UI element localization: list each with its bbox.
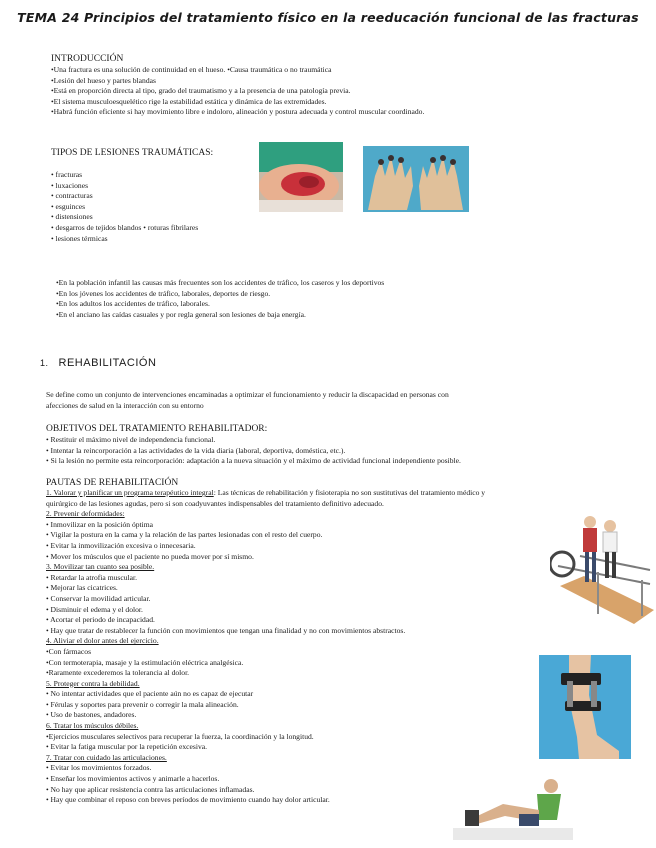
pauta-item: • Uso de bastones, andadores. bbox=[46, 710, 137, 720]
pauta-item: • Mover los músculos que el paciente no pueda mover por sí mismo. bbox=[46, 551, 254, 561]
intro-line: •El sistema musculoesquelético rige la estabilidad estática y dinámica de las extremidades. bbox=[51, 96, 327, 106]
causas-text bbox=[56, 278, 384, 320]
objetivos-heading: OBJETIVOS DEL TRATAMIENTO REHABILITADOR: bbox=[46, 424, 268, 434]
objetivo-item: • Intentar la reincorporación a las actividades de la vida diaria (laboral, deportiva, doméstica, etc.). bbox=[46, 445, 346, 455]
pauta-item: • Evitar la inmovilización excesiva o innecesaria. bbox=[46, 540, 196, 550]
definition-line: Se define como un conjunto de intervenciones encaminadas a optimizar el funcionamiento y reducir la discapacidad en personas con bbox=[46, 390, 449, 399]
intro-line: •Una fractura es una solución de continuidad en el hueso. •Causa traumática o no traumática bbox=[51, 65, 332, 74]
causa-line: •En los jóvenes los accidentes de tráfico, laborales, deportes de riesgo. bbox=[56, 288, 271, 298]
pauta-4-list bbox=[46, 647, 485, 679]
causa-line: •En los adultos los accidentes de tráfico, laborales. bbox=[56, 299, 210, 309]
pauta-item: • Retardar la atrofia muscular. bbox=[46, 572, 138, 582]
tipo-item: • luxaciones bbox=[51, 180, 89, 190]
pauta-item: •Con termoterapia, masaje y la estimulación eléctrica analgésica. bbox=[46, 657, 244, 667]
pauta-item: •Ejercicios musculares selectivos para recuperar la fuerza, la coordinación y la longitud. bbox=[46, 731, 314, 741]
hands-injury-image bbox=[363, 146, 469, 212]
rehab-definition bbox=[46, 390, 449, 411]
pauta-item: • Hay que combinar el reposo con breves períodos de movimiento cuando hay dolor articular. bbox=[46, 795, 330, 805]
page-title: TEMA 24 Principios del tratamiento físico en la reeducación funcional de las fracturas bbox=[17, 10, 639, 25]
pauta-item: • Inmovilizar en la posición óptima bbox=[46, 519, 154, 529]
pauta-item: • Hay que tratar de restablecer la función con movimientos que tengan una finalidad y no con movimientos abstractos. bbox=[46, 625, 406, 635]
pauta-1-text: : Las técnicas de rehabilitación y fisioterapia no son sustitutivas del tratamiento médico y bbox=[213, 488, 486, 497]
pauta-item: •Raramente excederemos la tolerancia al dolor. bbox=[46, 668, 190, 678]
tipos-heading: TIPOS DE LESIONES TRAUMÁTICAS: bbox=[51, 148, 214, 158]
pauta-item: • Evitar la fatiga muscular por la repetición excesiva. bbox=[46, 742, 208, 752]
pauta-4-title: 4. Aliviar el dolor antes del ejercicio. bbox=[46, 636, 159, 646]
objetivo-item: • Si la lesión no permite esta reincorporación: adaptación a la nueva situación y el máximo de actividad funcional independiente posible. bbox=[46, 456, 461, 466]
pauta-1-label: 1. Valorar y planificar un programa terapéutico integral bbox=[46, 488, 214, 497]
tipo-item: • lesiones térmicas bbox=[51, 233, 108, 243]
section-heading: REHABILITACIÓN bbox=[58, 357, 157, 369]
pauta-item: • Disminuir el edema y el dolor. bbox=[46, 604, 143, 614]
pauta-1-cont: quirúrgico de las lesiones agudas, pero si son coadyuvantes indispensables del tratamiento definitivo adecuado. bbox=[46, 498, 384, 508]
pauta-item: • Acortar el periodo de incapacidad. bbox=[46, 615, 155, 625]
tipo-item: • esguinces bbox=[51, 201, 86, 211]
tipo-item: • distensiones bbox=[51, 212, 93, 222]
knee-brace-image bbox=[539, 655, 631, 759]
exercise-image bbox=[453, 770, 573, 840]
causa-line: •En el anciano las caídas casuales y por regla general son lesiones de baja energía. bbox=[56, 309, 306, 319]
intro-line: •Lesión del hueso y partes blandas bbox=[51, 75, 156, 85]
pauta-item: • Conservar la movilidad articular. bbox=[46, 593, 151, 603]
pauta-2-list bbox=[46, 520, 485, 562]
pauta-item: • No hay que aplicar resistencia contra las articulaciones inflamadas. bbox=[46, 784, 255, 794]
pauta-2-title: 2. Prevenir deformidades: bbox=[46, 509, 125, 519]
pauta-3-title: 3. Movilizar tan cuanto sea posible. bbox=[46, 562, 155, 572]
pauta-item: • Vigilar la postura en la cama y la relación de las partes lesionadas con el resto del cuerpo. bbox=[46, 530, 323, 540]
definition-line: afecciones de salud en la interacción con su entorno bbox=[46, 400, 204, 410]
rehab-section-title bbox=[40, 357, 156, 369]
pauta-item: • Enseñar los movimientos activos y animarle a hacerlos. bbox=[46, 774, 220, 784]
pauta-5-title: 5. Proteger contra la debilidad. bbox=[46, 678, 140, 688]
burn-injury-image bbox=[259, 142, 343, 212]
pauta-7-list bbox=[46, 763, 485, 805]
pauta-item: • Evitar los movimientos forzados. bbox=[46, 763, 152, 773]
pautas-body bbox=[46, 488, 485, 806]
causa-line: •En la población infantil las causas más frecuentes son los accidentes de tráfico, los caseros y los deportivos bbox=[56, 278, 385, 287]
tipo-item: • contracturas bbox=[51, 191, 93, 201]
objetivos-list bbox=[46, 435, 461, 467]
pauta-item: • Férulas y soportes para prevenir o corregir la mala alineación. bbox=[46, 699, 239, 709]
pauta-5-list bbox=[46, 689, 485, 721]
pauta-7-title: 7. Tratar con cuidado las articulaciones. bbox=[46, 752, 167, 762]
pauta-3-list bbox=[46, 573, 485, 637]
pauta-6-list bbox=[46, 732, 485, 753]
pauta-item: •Con fármacos bbox=[46, 646, 92, 656]
tipo-item: • fracturas bbox=[51, 170, 83, 179]
section-number: 1. bbox=[40, 358, 49, 368]
pauta-item: • No intentar actividades que el paciente aún no es capaz de ejecutar bbox=[46, 689, 254, 699]
pauta-item: • Mejorar las cicatrices. bbox=[46, 583, 118, 593]
parallel-bars-image bbox=[550, 506, 654, 624]
pautas-heading: PAUTAS DE REHABILITACIÓN bbox=[46, 478, 179, 488]
tipos-list bbox=[51, 170, 198, 244]
intro-heading: INTRODUCCIÓN bbox=[51, 54, 124, 64]
objetivo-item: • Restituir el máximo nivel de independencia funcional. bbox=[46, 435, 216, 444]
pauta-6-title: 6. Tratar los músculos débiles. bbox=[46, 721, 139, 731]
intro-line: •Habrá función eficiente si hay movimiento libre e indoloro, alineación y postura adecuada y control muscular coordinado. bbox=[51, 107, 425, 117]
intro-text bbox=[51, 65, 424, 118]
intro-line: •Está en proporción directa al tipo, grado del traumatismo y a la presencia de una patología previa. bbox=[51, 86, 351, 96]
tipo-item: • desgarros de tejidos blandos • roturas fibrilares bbox=[51, 222, 199, 232]
